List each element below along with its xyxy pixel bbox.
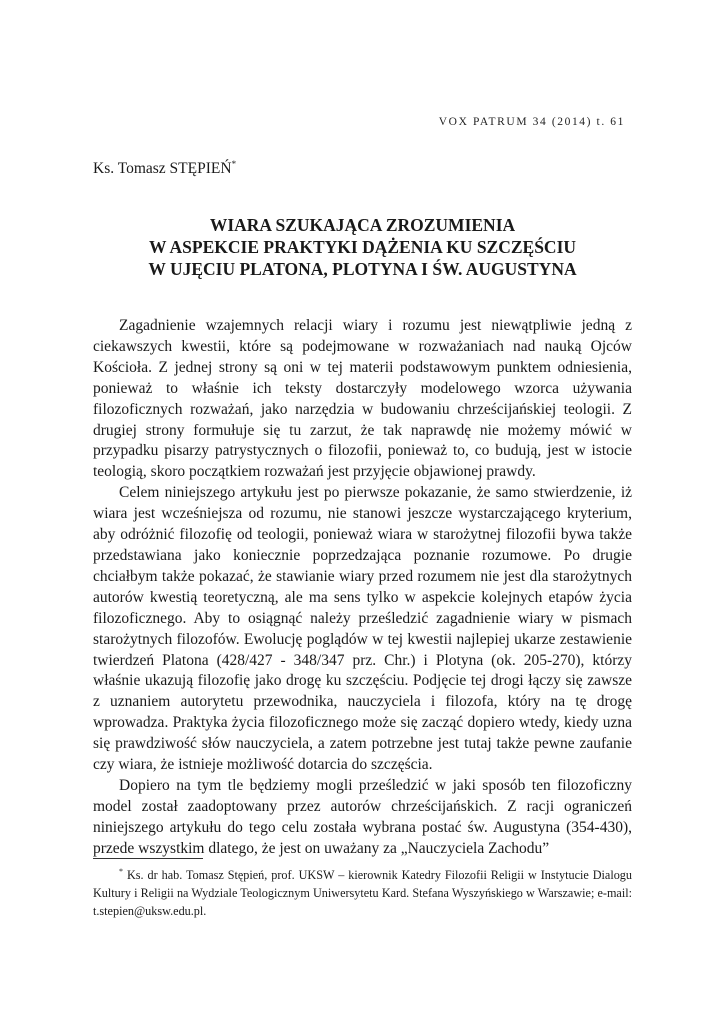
- author-line: [93, 160, 236, 178]
- title-line: W UJĘCIU PLATONA, PLOTYNA I ŚW. AUGUSTYNA: [148, 259, 577, 279]
- title-line: WIARA SZUKAJĄCA ZROZUMIENIA: [209, 215, 516, 235]
- author-footnote-mark[interactable]: *: [231, 158, 237, 169]
- footnote-separator: [93, 858, 203, 859]
- article-body: [93, 316, 632, 860]
- article-title: [93, 214, 632, 280]
- paragraph: Zagadnienie wzajemnych relacji wiary i rozumu jest niewątpliwie jedną z ciekawszych kwestii, które są podejmowane w rozważaniach nad nauką Ojców Kościoła. Z jednej strony są oni w tej materii podstawowym punktem odniesienia, ponieważ to właśnie ich teksty dostarczyły modelowego wzorca używania filozoficznych rozważań, jako narzędzia w budowaniu chrześcijańskiej teologii. Z drugiej strony formułuje się tu zarzut, że tak naprawdę nie możemy mówić w przypadku pisarzy patrystycznych o filozofii, ponieważ to, co budują, jest w istocie teologią, skoro początkiem rozważań jest przyjęcie objawionej prawdy.: [93, 317, 632, 481]
- footnote-mark: *: [119, 866, 123, 876]
- footnote-text: Ks. dr hab. Tomasz Stępień, prof. UKSW – kierownik Katedry Filozofii Religii w Instytucie Dialogu Kultury i Religii na Wydziale Teologicznym Uniwersytetu Kard. Stefana Wyszyńskiego w Warszawie; e-mail: t.stepien@uksw.edu.pl.: [93, 868, 632, 918]
- footnote: [93, 866, 632, 920]
- author-name: Ks. Tomasz STĘPIEŃ: [93, 160, 232, 177]
- paragraph: Dopiero na tym tle będziemy mogli prześledzić w jaki sposób ten filozoficzny model został zaadoptowany przez autorów chrześcijańskich. Z racji ograniczeń niniejszego artykułu do tego celu została wybrana postać św. Augustyna (354-430), przede wszystkim dlatego, że jest on uważany za „Nauczyciela Zachodu”: [93, 776, 632, 857]
- paragraph: Celem niniejszego artykułu jest po pierwsze pokazanie, że samo stwierdzenie, iż wiara jest wcześniejsza od rozumu, nie stanowi jeszcze wystarczającego kryterium, aby odróżnić filozofię od teologii, ponieważ wiara w starożytnej filozofii bywa także przedstawiana jako koniecznie poprzedzająca poznanie rozumowe. Po drugie chciałbym także pokazać, że stawianie wiary przed rozumem nie jest dla starożytnych autorów kwestią teoretyczną, ale ma sens tylko w aspekcie kolejnych etapów życia filozoficznego. Aby to osiągnąć należy prześledzić zagadnienie wiary w pismach starożytnych filozofów. Ewolucję poglądów w tej kwestii najlepiej ukarze zestawienie twierdzeń Platona (428/427 - 348/347 prz. Chr.) i Plotyna (ok. 205-270), którzy właśnie ukazują filozofię jako drogę ku szczęściu. Podjęcie tej drogi łączy się zawsze z uznaniem autorytetu przewodnika, nauczyciela i filozofa, który na tę drogę wprowadza. Praktyka życia filozoficznego może się zacząć dopiero wtedy, kiedy uzna się prawdziwość słów nauczyciela, a zatem potrzebne jest tutaj także pewne zaufanie czy wiara, że istnieje możliwość dotarcia do szczęścia.: [93, 484, 632, 774]
- title-line: W ASPEKCIE PRAKTYKI DĄŻENIA KU SZCZĘŚCIU: [148, 237, 577, 257]
- running-head: VOX PATRUM 34 (2014) t. 61: [438, 116, 625, 128]
